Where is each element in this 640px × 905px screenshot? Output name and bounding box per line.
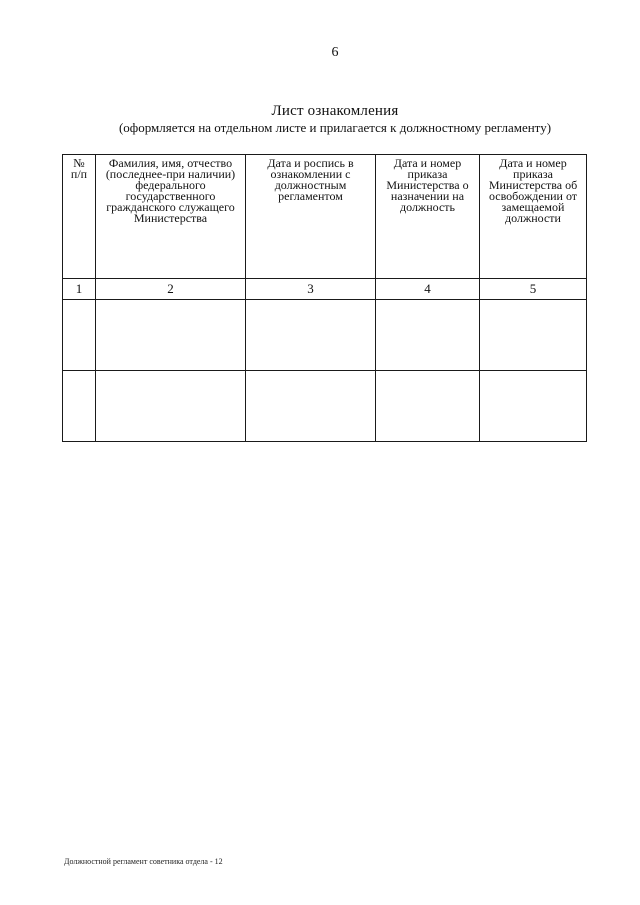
document-title: Лист ознакомления <box>271 103 399 119</box>
table-cell <box>376 371 480 442</box>
table-cell <box>480 371 587 442</box>
header-full-name: Фамилия, имя, отчество (последнее-при наличии) федерального государственного гражданского служащего Министерства <box>96 155 246 279</box>
page-number: 6 <box>331 45 339 60</box>
column-number: 4 <box>376 279 480 300</box>
header-appointment-order: Дата и номер приказа Министерства о назначении на должность <box>376 155 480 279</box>
header-number: № п/п <box>63 155 96 279</box>
header-date-signature: Дата и роспись в ознакомлении с должностным регламентом <box>246 155 376 279</box>
table-cell <box>246 300 376 371</box>
column-number: 5 <box>480 279 587 300</box>
table-cell <box>63 300 96 371</box>
column-number: 1 <box>63 279 96 300</box>
page-footer: Должностной регламент советника отдела - 12 <box>64 857 223 866</box>
acknowledgement-table <box>62 154 587 442</box>
table-cell <box>96 300 246 371</box>
table-cell <box>376 300 480 371</box>
table-cell <box>480 300 587 371</box>
table-cell <box>63 371 96 442</box>
table-row <box>63 371 587 442</box>
column-number: 2 <box>96 279 246 300</box>
table-header-row <box>63 155 587 279</box>
table-cell <box>96 371 246 442</box>
header-dismissal-order: Дата и номер приказа Министерства об освобождении от замещаемой должности <box>480 155 587 279</box>
document-subtitle: (оформляется на отдельном листе и прилагается к должностному регламенту) <box>118 120 552 135</box>
column-number: 3 <box>246 279 376 300</box>
table-cell <box>246 371 376 442</box>
column-number-row <box>63 279 587 300</box>
table-row <box>63 300 587 371</box>
